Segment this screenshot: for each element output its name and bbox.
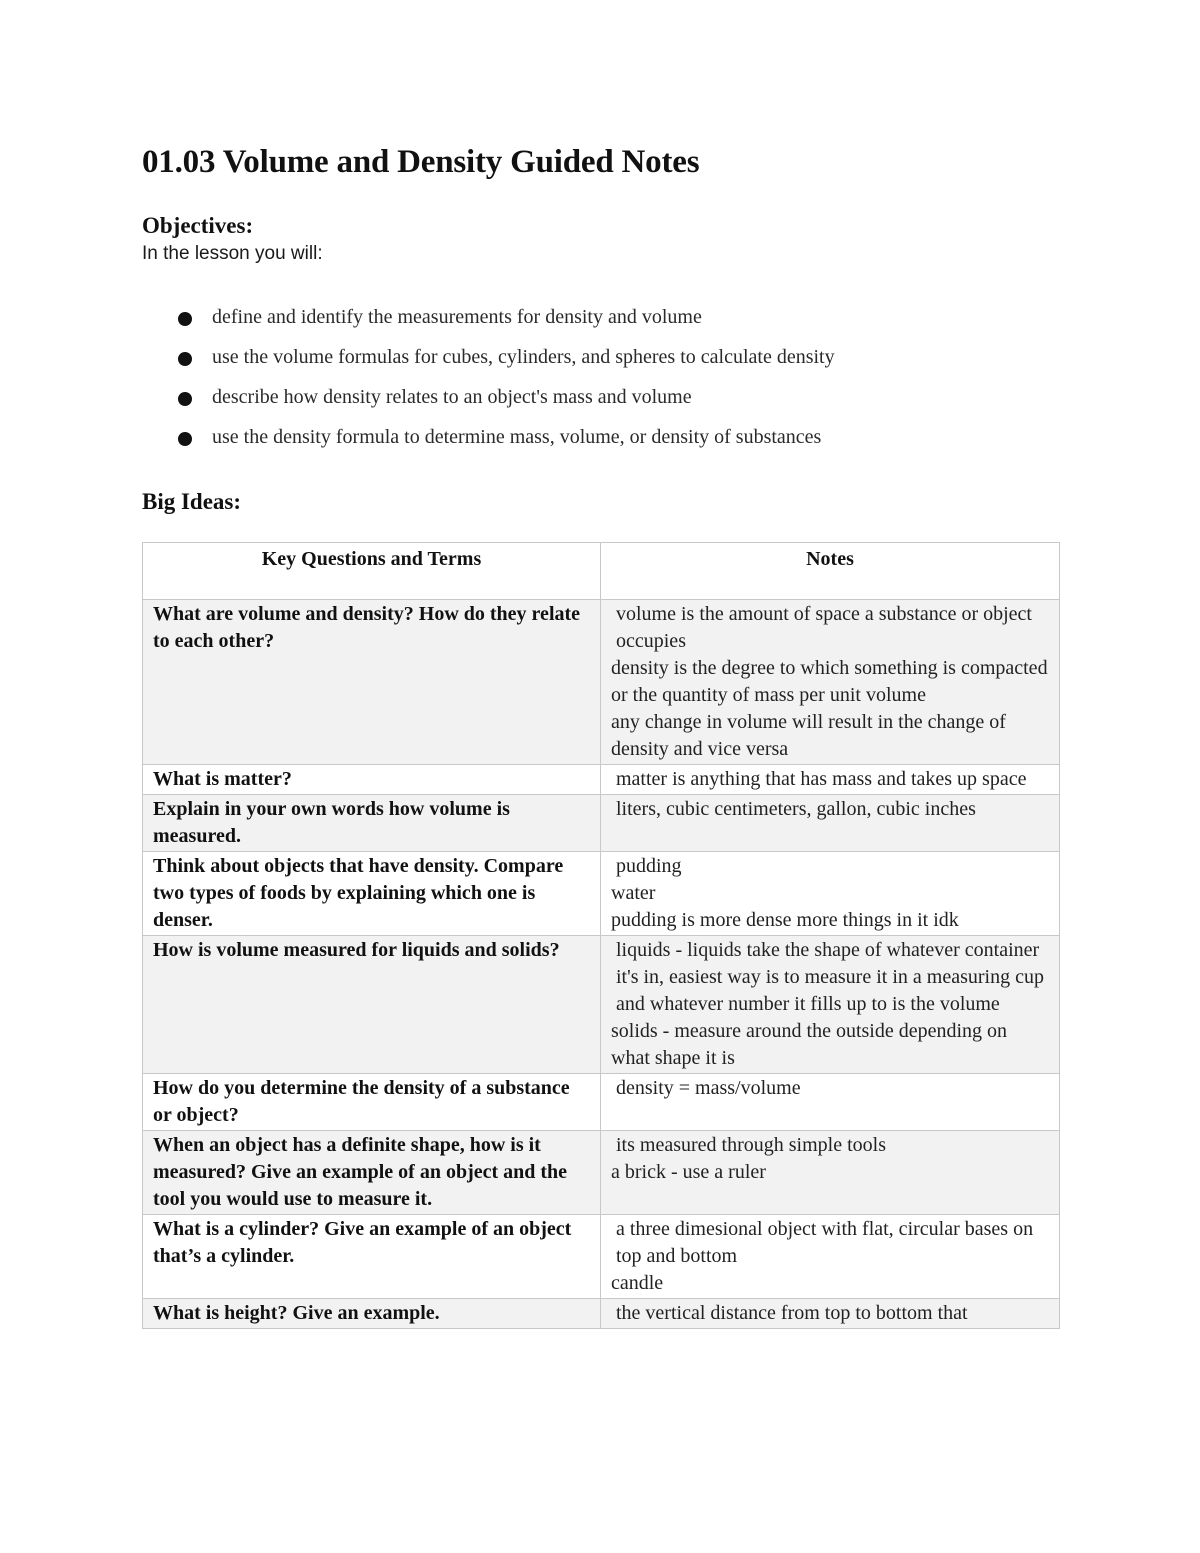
header-notes: Notes: [601, 543, 1060, 600]
objective-item: [142, 417, 1059, 457]
note-line: the vertical distance from top to bottom that: [616, 1302, 968, 1324]
bullet-icon: [178, 312, 192, 326]
key-question-cell: What is matter?: [143, 765, 601, 795]
notes-cell: [601, 1131, 1060, 1215]
table-row: [143, 1299, 1060, 1329]
header-key-questions: Key Questions and Terms: [143, 543, 601, 600]
page-title: 01.03 Volume and Density Guided Notes: [142, 144, 700, 180]
table-row: [143, 1074, 1060, 1131]
notes-table: [142, 542, 1060, 1329]
key-question-cell: What is height? Give an example.: [143, 1299, 601, 1329]
notes-cell: [601, 765, 1060, 795]
table-row: [143, 1215, 1060, 1299]
note-line: candle: [611, 1272, 664, 1294]
notes-cell: [601, 1074, 1060, 1131]
table-row: [143, 795, 1060, 852]
objectives-intro: In the lesson you will:: [142, 243, 323, 264]
objective-text: use the volume formulas for cubes, cylinders, and spheres to calculate density: [212, 346, 835, 368]
notes-cell: [601, 1299, 1060, 1329]
table-header-row: [143, 543, 1060, 600]
objective-text: describe how density relates to an object's mass and volume: [212, 386, 692, 408]
objective-item: [142, 377, 1059, 417]
notes-cell: [601, 936, 1060, 1074]
objectives-list: [142, 297, 1059, 457]
table-row: [143, 936, 1060, 1074]
note-line: liters, cubic centimeters, gallon, cubic inches: [616, 798, 976, 820]
bullet-icon: [178, 392, 192, 406]
notes-cell: [601, 795, 1060, 852]
objective-text: define and identify the measurements for density and volume: [212, 306, 702, 328]
objective-text: use the density formula to determine mass, volume, or density of substances: [212, 426, 822, 448]
note-line: density = mass/volume: [616, 1077, 801, 1099]
objectives-heading: Objectives:: [142, 213, 254, 238]
objective-item: [142, 337, 1059, 377]
objective-item: [142, 297, 1059, 337]
notes-cell: [601, 600, 1060, 765]
note-line: any change in volume will result in the change of density and vice versa: [611, 711, 1006, 760]
key-question-cell: How do you determine the density of a substance or object?: [143, 1074, 601, 1131]
note-line: matter is anything that has mass and takes up space: [616, 768, 1027, 790]
bullet-icon: [178, 352, 192, 366]
notes-cell: [601, 1215, 1060, 1299]
table-row: [143, 765, 1060, 795]
note-line: a brick - use a ruler: [611, 1161, 766, 1183]
note-line: pudding: [616, 855, 682, 877]
notes-cell: [601, 852, 1060, 936]
bullet-icon: [178, 432, 192, 446]
table-row: [143, 1131, 1060, 1215]
note-line: its measured through simple tools: [616, 1134, 886, 1156]
big-ideas-heading: Big Ideas:: [142, 489, 242, 514]
document-page: [142, 140, 1059, 1329]
key-question-cell: When an object has a definite shape, how is it measured? Give an example of an object and the tool you would use to measure it.: [143, 1131, 601, 1215]
key-question-cell: What are volume and density? How do they relate to each other?: [143, 600, 601, 765]
note-line: volume is the amount of space a substance or object occupies: [616, 603, 1032, 652]
table-row: [143, 600, 1060, 765]
note-line: density is the degree to which something is compacted or the quantity of mass per unit volume: [611, 657, 1048, 706]
key-question-cell: How is volume measured for liquids and solids?: [143, 936, 601, 1074]
note-line: a three dimesional object with flat, circular bases on top and bottom: [616, 1218, 1034, 1267]
key-question-cell: Explain in your own words how volume is measured.: [143, 795, 601, 852]
note-line: liquids - liquids take the shape of whatever container it's in, easiest way is to measure it in a measuring cup and whatever number it fills up to is the volume: [616, 939, 1044, 1015]
note-line: pudding is more dense more things in it idk: [611, 909, 959, 931]
table-row: [143, 852, 1060, 936]
key-question-cell: Think about objects that have density. Compare two types of foods by explaining which one is denser.: [143, 852, 601, 936]
table-body: [143, 600, 1060, 1329]
note-line: water: [611, 882, 656, 904]
key-question-cell: What is a cylinder? Give an example of an object that’s a cylinder.: [143, 1215, 601, 1299]
note-line: solids - measure around the outside depending on what shape it is: [611, 1020, 1008, 1069]
